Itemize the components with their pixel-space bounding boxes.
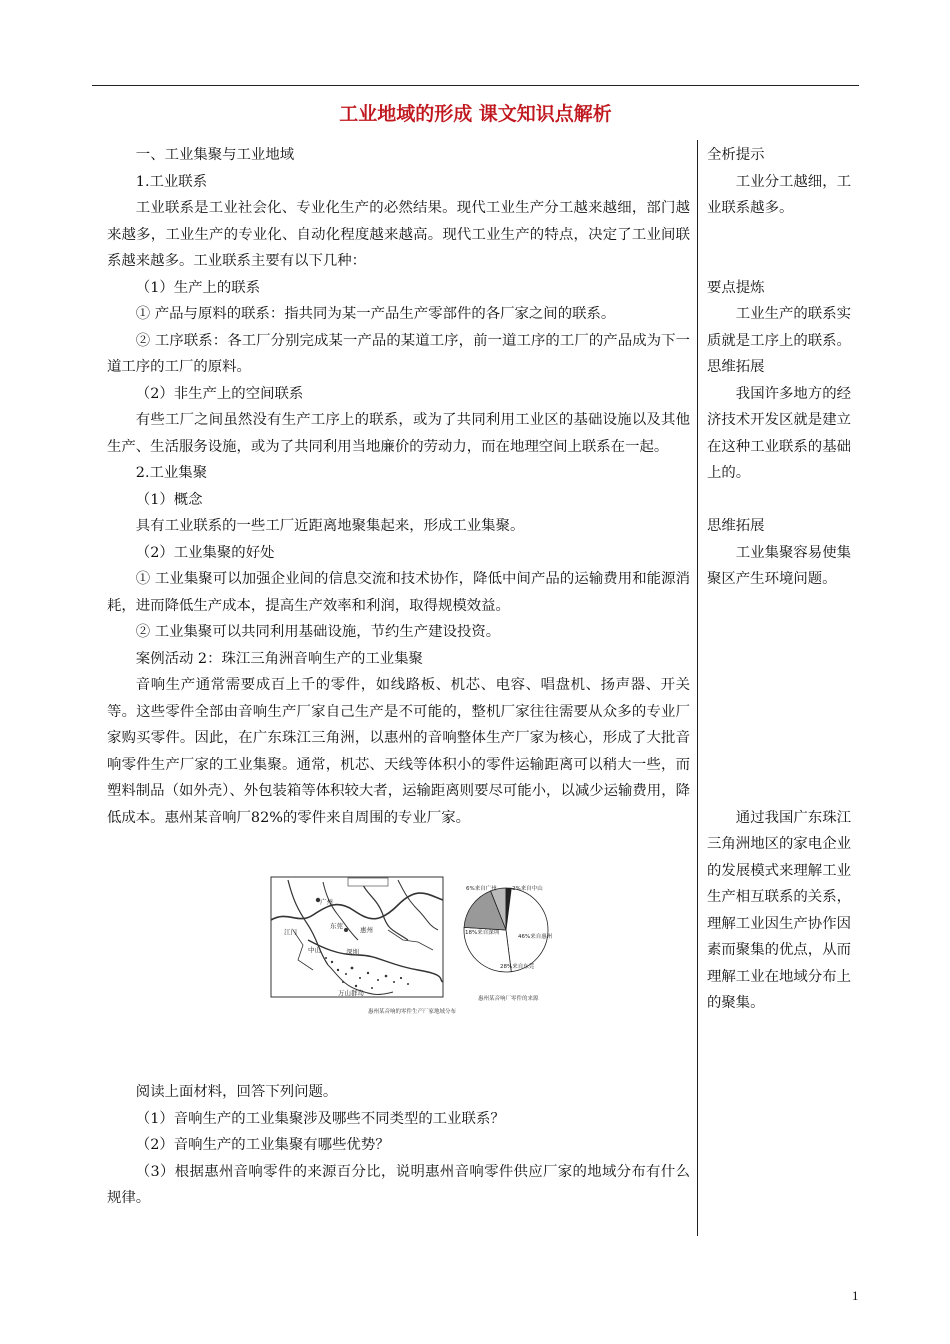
paragraph: 具有工业联系的一些工厂近距离地聚集起来，形成工业集聚。 [135, 518, 525, 534]
side-note-heading: 全析提示 [707, 147, 765, 163]
map-label: 万山群岛 [338, 989, 364, 997]
paragraph: ① 工业集聚可以加强企业间的信息交流和技术协作，降低中间产品的运输费用和能源消耗，进而降低生产成本，提高生产效率和利润，取得规模效益。 [107, 571, 690, 614]
map-label: 广州 [320, 898, 333, 906]
side-notes-column [707, 142, 851, 1017]
side-note-body: 通过我国广东珠江三角洲地区的家电企业的发展模式来理解工业生产相互联系的关系，理解工业因生产协作因素而聚集的优点，从而理解工业在地域分布上的聚集。 [707, 809, 851, 1011]
main-column [107, 142, 690, 1212]
pie-label: 46%来自惠州 [518, 934, 553, 940]
side-note-heading: 思维拓展 [707, 359, 765, 375]
side-note-body: 我国许多地方的经济技术开发区就是建立在这种工业联系的基础上的。 [707, 385, 851, 481]
paragraph: 阅读上面材料，回答下列问题。 [135, 1084, 338, 1100]
map-label: 深圳 [346, 948, 359, 956]
paragraph: 1.工业联系 [135, 173, 208, 190]
pie-caption: 惠州某音响厂零件的来源 [478, 996, 539, 1002]
paragraph: （2）音响生产的工业集聚有哪些优势？ [135, 1137, 390, 1153]
paragraph: （1）概念 [135, 491, 203, 508]
paragraph: ② 工序联系：各工厂分别完成某一产品的某道工序，前一道工序的工厂的产品成为下一道工序的工厂的原料。 [107, 332, 690, 375]
map-caption: 惠州某音响的零件生产厂家地域分布 [368, 1009, 457, 1015]
paragraph: 有些工厂之间虽然没有生产工序上的联系，或为了共同利用工业区的基础设施以及其他生产、生活服务设施，或为了共同利用当地廉价的劳动力，而在地理空间上联系在一起。 [107, 412, 690, 455]
map-label: 东莞 [330, 922, 343, 930]
paragraph: 工业联系是工业社会化、专业化生产的必然结果。现代工业生产分工越来越细，部门越来越多，工业生产的专业化、自动化程度越来越高。现代工业生产的特点，决定了工业间联系越来越多。工业联系主要有以下几种： [107, 200, 690, 269]
map-label: 江门 [284, 928, 297, 936]
paragraph: ② 工业集聚可以共同利用基础设施，节约生产建设投资。 [135, 624, 501, 640]
header-rule [92, 85, 859, 86]
side-note-heading: 要点提炼 [707, 279, 765, 296]
paragraph: （1）音响生产的工业集聚涉及哪些不同类型的工业联系？ [135, 1110, 505, 1127]
paragraph: （2）非生产上的空间联系 [135, 385, 304, 402]
paragraph: 音响生产通常需要成百上千的零件，如线路板、机芯、电容、唱盘机、扬声器、开关等。这些零件全部由音响生产厂家自己生产是不可能的，整机厂家往往需要从众多的专业厂家购买零件。因此，在广东珠江三角洲，以惠州的音响整体生产厂家为核心，形成了大批音响零件生产厂家的工业集聚。通常，机芯、天线等体积小的零件运输距离可以稍大一些，而塑料制品（如外壳）、外包装箱等体积较大者，运输距离则要尽可能小，以减少运输费用，降低成本。惠州某音响厂82%的零件来自周围的专业厂家。 [107, 677, 690, 826]
column-divider [697, 140, 698, 1236]
page-number: 1 [852, 1288, 859, 1303]
pie-figure [464, 884, 552, 1002]
pie-label: 18%来自深圳 [465, 930, 500, 936]
pie-label: 6%来自广州 [466, 886, 497, 892]
paragraph: 一、工业集聚与工业地域 [135, 147, 295, 163]
map-label: 惠州 [360, 926, 373, 934]
map-label: 中山 [308, 946, 321, 954]
map-figure [271, 877, 457, 1015]
pie-label: 28%来自东莞 [500, 964, 535, 970]
case-figure [268, 870, 556, 1020]
page-title: 工业地域的形成 课文知识点解析 [339, 103, 612, 125]
paragraph: （3）根据惠州音响零件的来源百分比，说明惠州音响零件供应厂家的地域分布有什么规律。 [107, 1163, 690, 1206]
paragraph: 案例活动 2：珠江三角洲音响生产的工业集聚 [135, 650, 423, 667]
paragraph: （1）生产上的联系 [135, 279, 261, 296]
side-note-body: 工业集聚容易使集聚区产生环境问题。 [707, 544, 851, 587]
paragraph: （2）工业集聚的好处 [135, 544, 275, 561]
pie-slice [506, 888, 548, 971]
side-note-heading: 思维拓展 [707, 518, 765, 534]
paragraph: 2.工业集聚 [135, 465, 208, 481]
pie-label: 2%来自中山 [512, 886, 543, 892]
side-note-body: 工业生产的联系实质就是工序上的联系。 [707, 306, 851, 349]
paragraph: ① 产品与原料的联系：指共同为某一产品生产零部件的各厂家之间的联系。 [135, 306, 616, 322]
side-note-body: 工业分工越细，工业联系越多。 [707, 173, 851, 216]
